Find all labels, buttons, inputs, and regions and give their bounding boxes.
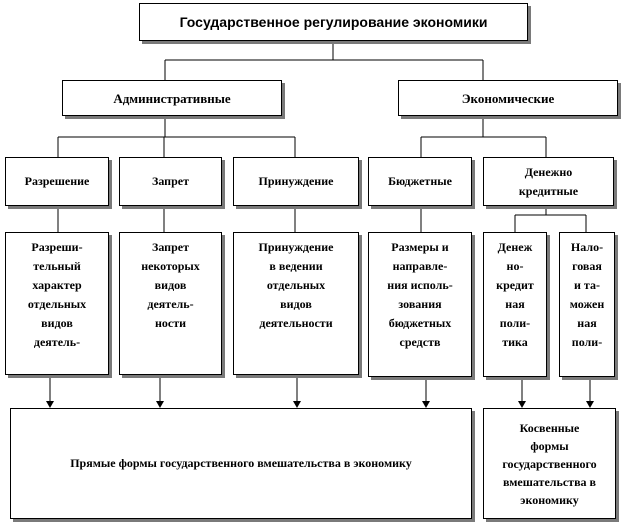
permit-detail-line: видов: [41, 316, 73, 330]
ban-box: [119, 157, 222, 206]
indirect-forms-line: экономику: [520, 492, 579, 507]
tax-policy-line: можен: [569, 297, 605, 311]
direct-forms-label: Прямые формы государственного вмешательства в экономику: [70, 456, 412, 470]
monetary-policy-box: [483, 232, 547, 377]
indirect-forms-box: [483, 408, 616, 519]
coercion-box: [233, 157, 359, 206]
root-box: [139, 3, 528, 41]
budget-label: Бюджетные: [388, 174, 452, 188]
tax-policy-line: поли-: [571, 335, 603, 349]
budget-box: [368, 157, 472, 206]
tax-policy-line: ная: [577, 316, 597, 330]
coercion-detail-line: видов: [280, 297, 312, 311]
indirect-forms-line: Косвенные: [519, 420, 580, 435]
budget-detail-box: [368, 232, 472, 377]
tax-customs-policy-box: [559, 232, 615, 377]
ban-detail-line: видов: [154, 278, 187, 292]
tax-policy-line: Нало-: [570, 240, 604, 254]
ban-detail-box: [119, 232, 222, 375]
economic-label: Экономические: [461, 90, 555, 106]
budget-detail-line: направле-: [392, 259, 448, 273]
ban-detail-line: Запрет: [152, 240, 189, 254]
permit-detail-box: [5, 232, 109, 375]
monetary-policy-line: поли-: [499, 316, 531, 330]
permit-detail-line: Разреши-: [31, 240, 83, 254]
monetary-policy-line: ная: [505, 297, 525, 311]
budget-detail-line: средств: [399, 335, 441, 349]
indirect-forms-line: вмешательства в: [502, 474, 597, 489]
indirect-forms-line: формы: [530, 438, 569, 453]
coercion-detail-line: отдельных: [266, 278, 326, 292]
direct-forms-box: [10, 408, 472, 519]
permit-detail-line: деятель-: [33, 335, 81, 349]
ban-detail-line: некоторых: [141, 259, 200, 273]
monetary-policy-line: но-: [506, 259, 524, 273]
budget-detail-line: зования: [398, 297, 442, 311]
administrative-box: [62, 80, 282, 116]
budget-detail-line: ния исполь-: [387, 278, 453, 292]
permit-detail-line: отдельных: [27, 297, 87, 311]
budget-detail-line: Размеры и: [391, 240, 449, 254]
monetary-policy-line: тика: [502, 335, 528, 349]
ban-detail-line: ности: [154, 316, 187, 330]
root-label: Государственное регулирование экономики: [179, 13, 488, 30]
monetary-policy-line: Денеж: [497, 240, 533, 254]
economic-box: [398, 80, 618, 116]
coercion-detail-line: деятельности: [259, 316, 333, 330]
coercion-detail-line: Принуждение: [258, 240, 334, 254]
indirect-forms-line: государственного: [502, 456, 597, 471]
administrative-label: Административные: [113, 90, 231, 106]
coercion-detail-line: в ведении: [269, 259, 323, 273]
permit-detail-line: характер: [32, 278, 82, 292]
tax-policy-line: говая: [572, 259, 602, 273]
permit-box: [5, 157, 109, 206]
coercion-label: Принуждение: [258, 174, 334, 188]
permit-detail-line: тельный: [33, 259, 81, 273]
ban-label: Запрет: [152, 174, 189, 188]
coercion-detail-box: [233, 232, 359, 375]
tax-policy-line: и та-: [574, 278, 600, 292]
monetary-credit-label: Денежно кредитные: [518, 164, 579, 198]
permit-label: Разрешение: [24, 174, 90, 188]
monetary-policy-line: кредит: [496, 278, 534, 292]
monetary-credit-box: [483, 157, 614, 206]
ban-detail-line: деятель-: [147, 297, 194, 311]
budget-detail-line: бюджетных: [388, 316, 452, 330]
